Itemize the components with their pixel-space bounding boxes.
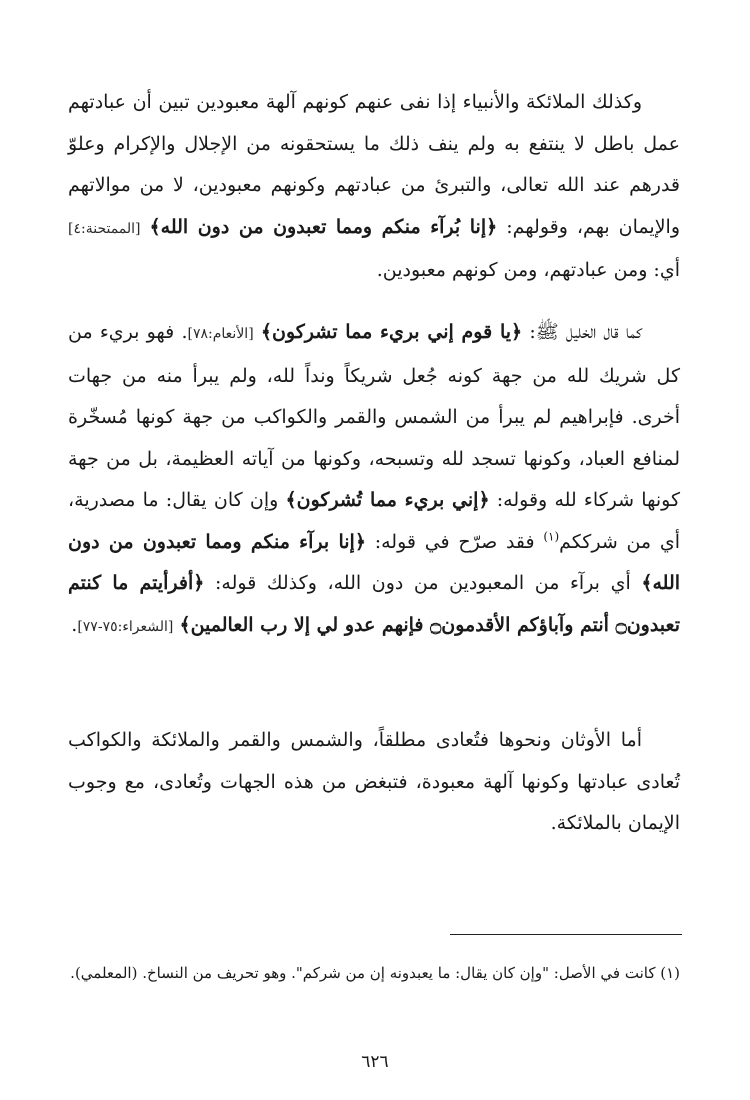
- text-run: وإن كان يقال: ما مصدرية، أي من شرككم: [68, 489, 680, 553]
- paragraph-2: [68, 312, 680, 648]
- paragraph-1: [68, 82, 680, 292]
- text-run: أما الأوثان ونحوها فتُعادى مطلقاً، والشمس والقمر والملائكة والكواكب تُعادى عبادتها وكونها آلهة معبودة، فتبغض من هذه الجهات وتُعادى، مع وجوب الإيمان بالملائكة.: [68, 729, 680, 834]
- paragraph-1-text: [68, 82, 680, 292]
- text-run: [141, 216, 150, 238]
- text-run: . فهو بريء من كل شريك لله من جهة كونه جُعل شريكاً ونداً لله، ولم يبرأ منه من جهات أخرى. فإبراهيم لم يبرأ من الشمس والقمر والكواكب من جهة كونها مُسخّرة لمنافع العباد، وكونها تسجد لله وتسبحه، وكونها من آياته العظيمة، بل من جهة كونها شركاء لله وقوله:: [68, 321, 680, 511]
- paragraph-3: [68, 720, 680, 845]
- verse-reference: [الأنعام:٧٨]: [187, 326, 254, 342]
- quran-verse: ﴿إنا بُرآء منكم ومما تعبدون من دون الله﴾: [149, 215, 498, 238]
- footnote-marker: (١): [543, 529, 560, 544]
- footnote-divider: [450, 934, 682, 935]
- paragraph-2-text: [68, 312, 680, 648]
- text-run: كما قال الخليل ﷺ:: [522, 321, 642, 343]
- quran-verse: ﴿إنا برآء منكم ومما تعبدون من دون الله﴾: [68, 530, 681, 594]
- text-run: [254, 321, 261, 343]
- quran-verse: ﴿إني بريء مما تُشركون﴾: [285, 489, 490, 511]
- text-run: أي: ومن عبادتهم، ومن كونهم معبودين.: [376, 259, 680, 281]
- text-run: .: [71, 613, 78, 636]
- text-run: فقد صرّح في قوله:: [365, 530, 544, 553]
- quran-verse: ﴿يا قوم إني بريء مما تشركون﴾: [260, 321, 523, 343]
- text-run: وكذلك الملائكة والأنبياء إذا نفى عنهم كونهم آلهة معبودين تبين أن عبادتهم عمل باطل لا ينتفع به ولم ينف ذلك ما يستحقونه من الإجلال والإكرام وعلوّ قدرهم عند الله تعالى، والتبرئ من عبادتهم وكونهم معبودين، لا من موالاتهم والإيمان بهم، وقولهم:: [68, 91, 681, 238]
- text-run: أي برآء من المعبودين من دون الله، وكذلك قوله:: [204, 572, 642, 594]
- footnote: (١) كانت في الأصل: "وإن كان يقال: ما يعبدونه إن من شركم". وهو تحريف من النساخ. (المعلمي).: [70, 964, 680, 982]
- verse-reference: [الشعراء:٧٥-٧٧]: [77, 618, 174, 635]
- paragraph-3-text: [68, 720, 680, 845]
- page-number: ٦٢٦: [361, 1052, 389, 1072]
- verse-reference: [الممتحنة:٤]: [68, 220, 141, 237]
- quran-verse: ﴿أفرأيتم ما كنتم تعبدون۝ أنتم وآباؤكم الأقدمون۝ فإنهم عدو لي إلا رب العالمين﴾: [68, 572, 680, 636]
